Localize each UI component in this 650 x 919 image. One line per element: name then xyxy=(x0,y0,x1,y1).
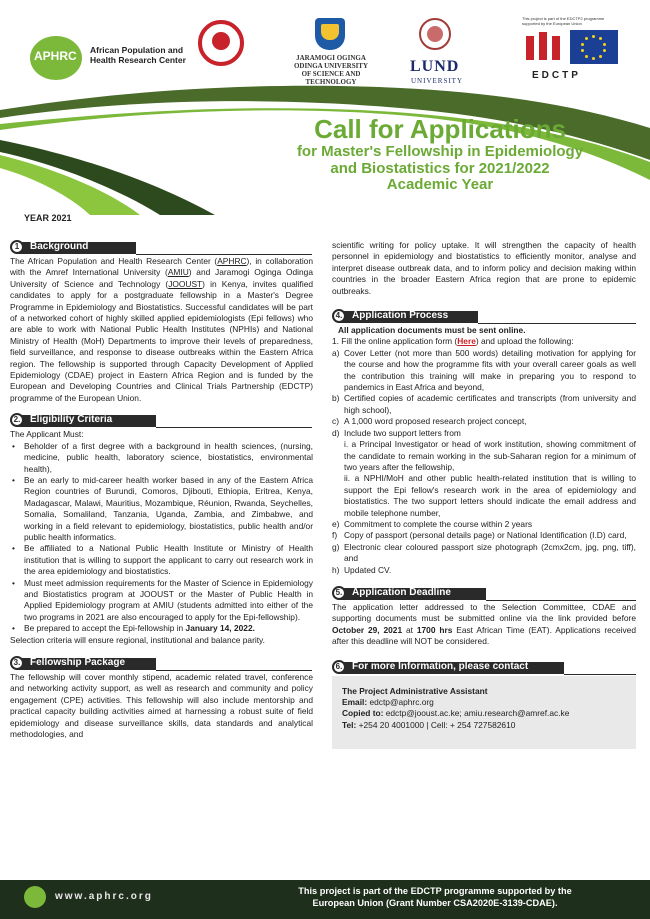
process-note: All application documents must be sent online. xyxy=(338,325,526,336)
process-step1: 1. Fill the online application form (Here) and upload the following: xyxy=(332,336,574,347)
flyer-title xyxy=(230,114,650,194)
list-item: f) Copy of passport (personal details page) or National Identification (I.D) card, xyxy=(332,530,627,541)
edctp-mark-icon xyxy=(522,30,564,64)
jooust-name: JARAMOGI OGINGA ODINGA UNIVERSITY OF SCIENCE AND TECHNOLOGY xyxy=(293,54,369,86)
deadline-text: The application letter addressed to the Selection Committee, CDAE and supporting documents must be submitted online via the link provided before October 29, 2021 at 1700 hrs East African Time (EAT). Applications received after this deadline will NOT be considered. xyxy=(332,601,636,647)
contact-role: The Project Administrative Assistant xyxy=(342,685,488,696)
section-number: 5. xyxy=(332,586,346,600)
list-item: a) Cover Letter (not more than 500 words) detailing motivation for applying for the course and how the programme fits with your overall career goals as well the contribution this training will make in preparing you to respond to pandemics in East Africa and beyond, xyxy=(332,347,636,393)
background-text: The African Population and Health Research Center (APHRC), in collaboration with the Amref International University (AMIU) and Jaramogi Oginga Odinga University of Science and Technology (JOOUST) in Kenya, invites qualified candidates to apply for a postgraduate fellowship in a Master's Degree Programme in Epidemiology and Biostatistics. Successful candidates will be part of a networked cohort of highly skilled applied epidemiologists (Epi fellows) who are able to work with National Public Health Institutes (NPHIs) and National Ministry of Health (MoH) Departments to improve their levels of preparedness, field surveillance, and response to disease outbreaks within the Eastern Africa region. The fellowship is supported through Capacity Development of Applied Epidemiology (CDAE) project in Eastern Africa Region and is funded by the European and Developing Countries and Clinical Trials Partnership (EDCTP) programme of the European Union. xyxy=(10,256,314,403)
list-item: • Beholder of a first degree with a background in health sciences, (nursing, medicine, public health, laboratory science, biostatistics, environmental health), xyxy=(10,441,313,475)
contact-box xyxy=(332,676,636,750)
list-item: b) Certified copies of academic certificates and transcripts (from university and high school), xyxy=(332,393,636,415)
section-title: Fellowship Package xyxy=(30,657,126,668)
contact-email: Email: edctp@aphrc.org xyxy=(342,697,434,707)
eligibility-closing: Selection criteria will ensure regional, institutional and balance parity. xyxy=(10,634,265,645)
eu-flag-icon xyxy=(570,30,618,64)
application-form-link[interactable]: Here xyxy=(457,336,476,347)
section-number: 6. xyxy=(332,660,346,674)
list-item: g) Electronic clear coloured passport size photograph (2cmx2cm, jpg, png, tiff), and xyxy=(332,541,636,564)
list-item: e) Commitment to complete the course within 2 years xyxy=(332,518,533,529)
aphrc-logo-text: APHRC xyxy=(34,49,77,63)
list-item: • Must meet admission requirements for the Master of Science in Epidemiology and Biostatistics program at JOOUST or the Master of Public Health in Applied Epidemiology program at AMIU (students admitted into either of the two programs in 2021 are also encouraged to apply for the Epi-fellowship). xyxy=(10,578,313,624)
package-text-continued: scientific writing for policy uptake. It will strengthen the capacity of health personnel in epidemiology and biostatistics to efficiently monitor, analyse and interpret disease outbreak data, and to inform policy and decision making within countries in the broader Eastern Africa region that are prone to epidemic outbreaks. xyxy=(332,240,636,296)
edctp-note: This project is part of the EDCTP2 programme supported by the European Union xyxy=(522,16,605,26)
right-column xyxy=(332,240,636,749)
jooust-crest-icon xyxy=(315,18,345,50)
year-label: YEAR 2021 xyxy=(24,213,72,223)
aphrc-logo xyxy=(30,36,82,80)
title-sub3: Academic Year xyxy=(386,176,494,193)
contact-copied: Copied to: edctp@jooust.ac.ke; amiu.research@amref.ac.ke xyxy=(342,708,570,719)
email-link[interactable]: edctp@aphrc.org xyxy=(367,697,434,707)
support-letter-ii: ii. a NPHI/MoH and other public health-related institution that is willing to support the Epi fellow's research work in the area of epidemiology and biostatistics. The two support letters should indicate the email address and mobile telephone number, xyxy=(344,473,636,518)
title-sub2: and Biostatistics for 2021/2022 xyxy=(330,159,550,177)
jooust-link[interactable]: JOOUST xyxy=(168,278,203,289)
contact-tel: Tel: +254 20 4001000 | Cell: + 254 727582610 xyxy=(342,719,516,730)
package-text: The fellowship will cover monthly stipend, academic related travel, conference and networking activity support, as well as research and community and policy engagement (CPE) activities. This fellowship will also include mentorship and practical capacity building activities aimed at harnessing a robust suite of field epidemiology and disease surveillance skills, data standards and analytical methodologies, and xyxy=(10,672,313,740)
aphrc-link[interactable]: APHRC xyxy=(217,256,247,266)
section-title: Eligibility Criteria xyxy=(30,414,113,426)
lund-seal-icon xyxy=(419,18,451,50)
list-item: c) A 1,000 word proposed research project concept, xyxy=(332,416,527,427)
aphrc-name-line1: African Population and xyxy=(90,45,184,55)
section-title: For more Information, please contact xyxy=(352,660,529,672)
footer xyxy=(0,880,650,919)
amiu-link[interactable]: AMIU xyxy=(167,267,189,278)
eligibility-list xyxy=(10,441,313,635)
aphrc-name xyxy=(90,45,186,65)
left-column xyxy=(10,240,313,740)
section-number: 3. xyxy=(10,656,24,670)
list-item: d) Include two support letters from i. a Principal Investigator or head of work institution, showing commitment of the candidate to remain working in the sub-Saharan region for a minimum of two years after the fellowship, ii. a NPHI/MoH and other public health-related institution that is willing to support the Epi fellow's research work in the area of epidemiology and biostatistics. The two support letters should indicate the email address and mobile telephone number, xyxy=(332,427,636,518)
lund-name: LUND xyxy=(410,58,460,75)
process-heading xyxy=(332,309,636,323)
lund-sub: UNIVERSITY xyxy=(411,77,463,85)
website-link[interactable]: www.aphrc.org xyxy=(55,891,153,902)
background-heading xyxy=(10,240,313,254)
support-letter-i: i. a Principal Investigator or head of work institution, showing commitment of the candidate to remain working in the sub-Saharan region for a minimum of two years after the fellowship, xyxy=(344,439,636,472)
eligibility-intro: The Applicant Must: xyxy=(10,429,84,440)
section-title: Background xyxy=(30,241,89,252)
copied-emails[interactable]: edctp@jooust.ac.ke; amiu.research@amref.ac.ke xyxy=(383,708,570,719)
footer-note: This project is part of the EDCTP programme supported by the European Union (Grant Number CSA2020E-3139-CDAE). xyxy=(298,886,572,908)
title-sub1: for Master's Fellowship in Epidemiology xyxy=(296,143,584,160)
partner-logos xyxy=(0,14,650,94)
section-number: 4. xyxy=(332,309,346,323)
section-number: 2. xyxy=(10,413,24,427)
deadline-heading xyxy=(332,586,636,600)
package-heading xyxy=(10,656,313,670)
aphrc-dot-icon xyxy=(24,886,46,908)
contact-heading xyxy=(332,660,636,674)
list-item: • Be prepared to accept the Epi-fellowship in January 14, 2022. xyxy=(10,623,313,634)
list-item: • Be an early to mid-career health worker based in any of the Eastern Africa Region countries of Burundi, Comoros, Djibouti, Ethiopia, Eritrea, Kenya, Madagascar, Malawi, Mauritius, Mozambique, Réunion, Rwanda, Seychelles, Somalia, Somaliland, Tanzania, Uganda, Zambia, and Zimbabwe, and working in a field relevant to epidemiology, biostatistics, public health and/or public health informatics. xyxy=(10,475,313,543)
process-list xyxy=(332,348,636,576)
section-number: 1 xyxy=(10,240,24,254)
section-title: Application Deadline xyxy=(352,586,451,598)
list-item: • Be affiliated to a National Public Health Institute or Ministry of Health institution that is willing to support the applicant to carry out research work in the area epidemiology and biostatistics. xyxy=(10,543,313,577)
amref-logo xyxy=(198,20,244,66)
title-main: Call for Applications xyxy=(314,114,566,144)
section-title: Application Process xyxy=(352,310,449,322)
list-item: h) Updated CV. xyxy=(332,564,392,575)
aphrc-name-line2: Health Research Center xyxy=(90,55,186,65)
edctp-name: EDCTP xyxy=(532,70,581,81)
eligibility-heading xyxy=(10,413,313,427)
